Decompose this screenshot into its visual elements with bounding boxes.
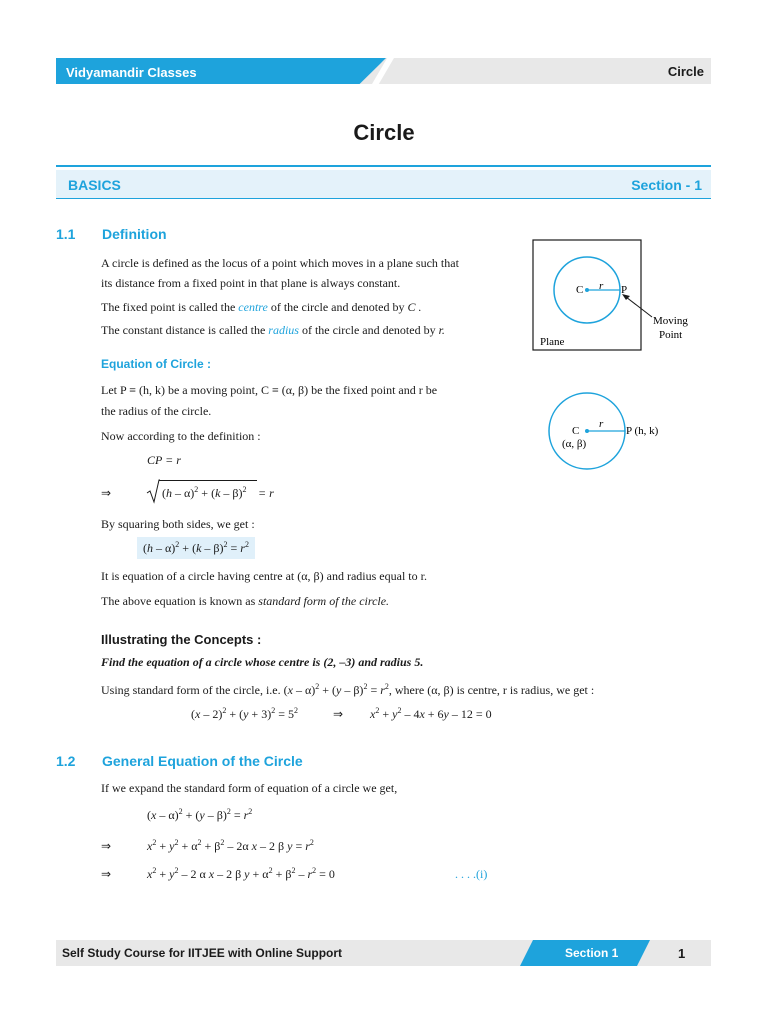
equals-r: = r [258,486,274,500]
centre-dot [585,288,589,292]
section-1-1-heading: Definition [102,226,167,242]
implies-arrow-3: ⇒ [101,839,112,853]
fig1-centre-label: C [576,284,584,296]
fig2-radius-label: r [599,418,604,430]
radius-of-circle-line: the radius of the circle. [101,404,212,418]
section-1-2-heading: General Equation of the Circle [102,753,303,769]
definition-line-2: its distance from a fixed point in that plane is always constant. [101,276,401,290]
section-1-2-number: 1.2 [56,753,76,769]
equation-of-circle-heading: Equation of Circle : [101,357,212,371]
general-eq-line-2: $x^2 + y^2 + \alpha^2 + \beta^2 - 2\alpha$ x – 2 β $y = r^2$ [147,838,314,853]
section-1-1-number: 1.1 [56,226,76,242]
section-bar [56,170,711,198]
sqrt-overline [159,480,257,481]
expand-intro: If we expand the standard form of equation of a circle we get, [101,781,398,795]
page-number: 1 [678,946,686,961]
circle-centre-figure [540,390,700,490]
sqrt-radicand: (h – α)$^2$ + (k – β)$^2$ [162,485,247,500]
section-bar-top-rule [56,165,711,167]
fig1-radius-label: r [599,280,604,292]
example-result: $x^2 + y^2 - 4x + 6y - 12 = 0$ [370,706,492,721]
moving-point-arrow [626,297,652,317]
point-label: Point [659,329,683,341]
implies-arrow-4: ⇒ [101,867,112,881]
fig2-centre-dot [585,429,589,433]
equation-label-i: . . . .(i) [455,867,488,881]
squaring-line: By squaring both sides, we get : [101,517,255,531]
section-bar-bottom-rule [56,198,711,199]
radius-definition: The constant distance is called the radius of the circle and denoted by r. [101,323,445,337]
implies-arrow-2: ⇒ [333,707,344,721]
plane-label: Plane [540,336,565,348]
distance-formula [146,478,256,504]
header-brand: Vidyamandir Classes [66,65,197,80]
fig2-point-label: P (h, k) [626,425,659,437]
general-eq-line-1: $(x - \alpha)^2 + (y - \beta)^2 = r^2$ [147,807,253,822]
circle-locus-figure [532,239,712,353]
example-question: Find the equation of a circle whose centre is (2, –3) and radius 5. [101,655,424,669]
centre-radius-statement: It is equation of a circle having centre at (α, β) and radius equal to r. [101,569,427,583]
implies-arrow-1: ⇒ [101,486,112,500]
header-topic: Circle [667,64,704,79]
centre-definition: The fixed point is called the centre of the circle and denoted by C . [101,300,422,314]
fig1-point-label: P [621,284,628,296]
footer-course: Self Study Course for IITJEE with Online Support [62,946,343,960]
illustrating-heading: Illustrating the Concepts : [101,632,262,647]
solution-line: Using standard form of the circle, i.e. $(x - \alpha)^2 + (y - \beta)^2 = r^2$, where (α, β) is centre, r is radius, we get : [101,682,595,697]
fig2-coords-label: (α, β) [562,438,587,450]
example-substitution: $(x - 2)^2 + (y + 3)^2 = 5^2$ [191,706,298,721]
cp-equals-r: CP = r [147,453,181,467]
general-eq-line-3: $x^2 + y^2 - 2$ α x – 2 β $y + \alpha^2 + \beta^2 - r^2 = 0$ [147,866,335,881]
standard-form-statement: The above equation is known as standard form of the circle. [101,594,390,608]
moving-label: Moving [653,315,688,327]
standard-equation-highlight: $(h - \alpha)^2 + (k - \beta)^2 = r^2$ [137,537,255,559]
footer-section: Section 1 [565,946,619,960]
page-title: Circle [353,120,415,145]
section-name: BASICS [68,177,121,193]
sqrt-sign [146,478,160,504]
definition-line-1: A circle is defined as the locus of a point which moves in a plane such that [101,256,459,270]
according-definition-line: Now according to the definition : [101,429,261,443]
fig2-centre-label: C [572,425,580,437]
section-number: Section - 1 [631,177,702,193]
let-p-line: Let P ≡ (h, k) be a moving point, C ≡ (α, β) be the fixed point and r be [101,383,438,397]
